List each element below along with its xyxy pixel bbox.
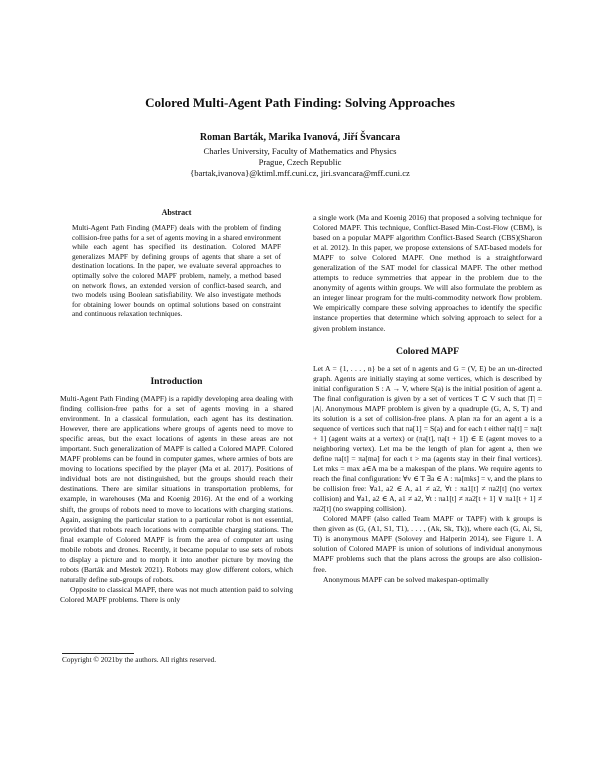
colored-mapf-paragraph-3: Anonymous MAPF can be solved makespan-optimally (323, 574, 489, 584)
abstract-text: Multi-Agent Path Finding (MAPF) deals with the problem of finding collision-free paths for a set of agents moving in a shared environment while each agent has specified its destination. Colored MAPF generalizes MAPF by defining groups of agents that share a set of destination locations. In the paper, we evaluate several approaches to optimally solve the colored MAPF problem, namely, a method based on network flows, an extended version of conflict-based search, and two models using Boolean satisfiability. We also investigate methods for obtaining lower bounds on optimal solutions based on constraint and continuous relaxation techniques. (72, 223, 281, 319)
footnote-rule (62, 653, 134, 654)
affiliation-line: Charles University, Faculty of Mathematics and Physics (203, 146, 397, 156)
abstract-heading: Abstract (161, 208, 192, 217)
introduction-section (60, 376, 293, 605)
author-list: Roman Barták, Marika Ivanová, Jiří Švancara (199, 132, 401, 143)
colored-mapf-definition: Let A = {1, . . . , n} be a set of n agents and G = (V, E) be an un-directed graph. Agents are initially staying at some vertices, which is described by initial configuration S : A → V, where S(a) is the initial position of agent a. The final configuration is given by a set of vertices T ⊂ V such that |T| = |A|. Anonymous MAPF problem is given by a quadruple (G, A, S, T) and its solution is a set of collision-free plans. A plan πa for an agent a is a sequence of vertices such that πa[1] = S(a) and for each t either πa[t] = πa[t + 1] (agent waits at a vertex) or (πa[t], πa[t + 1]) ∈ E (agent moves to a neighboring vertex). Let ma be the length of plan for agent a, then we define πa[t] = πa[ma] for each t > ma (agents stay in their final vertices). Let mks = max a∈A ma be a makespan of the plans. We require agents to reach the final configuration: ∀v ∈ T ∃a ∈ A : πa[mks] = v, and the plans to be collision free: ∀a1, a2 ∈ A, a1 ≠ a2, ∀t : πa1[t] ≠ πa2[t] (no vertex collision) and ∀a1, a2 ∈ A, a1 ≠ a2, ∀t : πa1[t] ≠ πa2[t + 1] ∨ πa1[t + 1] ≠ πa2[t] (no swapping collision). (313, 363, 542, 514)
right-column (313, 213, 542, 585)
paper-title: Colored Multi-Agent Path Finding: Solving Approaches (145, 95, 455, 110)
introduction-paragraph: Multi-Agent Path Finding (MAPF) is a rapidly developing area dealing with finding collision-free paths for a set of agents moving in a shared environment. In a classical formulation, each agent has its destination. However, there are applications where groups of agents need to move to specific areas, but the exact locations of agents in these areas are not important. Such generalization of MAPF is called a Colored MAPF. Colored MAPF problems can be found in computer games, where armies of bots are moving to locations specified by the player (Ma et al. 2017). Positions of individual bots are not distinguished, but the groups should reach their destinations. There are similar situations in transportation problems, for example, in warehouses (Ma and Koenig 2016). At the end of a working shift, the groups of robots need to move to locations with charging stations. Again, assigning the particular station to a particular robot is not essential, provided that robots reach locations with compatible charging stations. The final example of Colored MAPF is from the area of computer art using mobile robots and drones. Recently, it became popular to use sets of robots to display a picture and to morph it into another picture by moving the robots (Barták and Mestek 2021). Robots may glow different colors, which naturally define sub-groups of robots. (60, 394, 293, 584)
introduction-paragraph-2: Opposite to classical MAPF, there was not much attention paid to solving Colored MAPF problems. There is only (60, 584, 293, 604)
colored-mapf-paragraph-2: Colored MAPF (also called Team MAPF or TAPF) with k groups is then given as (G, (A1, S1, T1), . . . , (Ak, Sk, Tk)), where each (G, Ai, Si, Ti) is anonymous MAPF (Solovey and Halperin 2014), see Figure 1. A solution of Colored MAPF is union of solutions of individual anonymous MAPF problems such that the plans across the groups are also collision-free. (313, 514, 542, 574)
affiliation-location: Prague, Czech Republic (258, 157, 342, 167)
intro-continuation-paragraph: a single work (Ma and Koenig 2016) that proposed a solving technique for Colored MAPF. This technique, Conflict-Based Min-Cost-Flow (CBM), is based on a popular MAPF algorithm Conflict-Based Search (CBS)(Sharon et al. 2012). In this paper, we propose extensions of SAT-based models for MAPF to solve Colored MAPF. One method is a straightforward generalization of the SAT model for classical MAPF. The other method attempts to reduce symmetries that appear in the problem due to the anonymity of agents within groups. We will also formulate the problem as an integer linear program for the multi-commodity network flow problem. We empirically compare these solving approaches to identify the specific instance properties that determine which solving approach to select for a given problem instance. (313, 213, 542, 333)
affiliation-emails: {bartak,ivanova}@ktiml.mff.cuni.cz, jiri.svancara@mff.cuni.cz (190, 168, 410, 178)
colored-mapf-heading: Colored MAPF (396, 345, 459, 357)
copyright-notice: Copyright © 2021by the authors. All rights reserved. (62, 655, 217, 664)
introduction-heading: Introduction (150, 376, 203, 387)
left-column (60, 208, 293, 319)
